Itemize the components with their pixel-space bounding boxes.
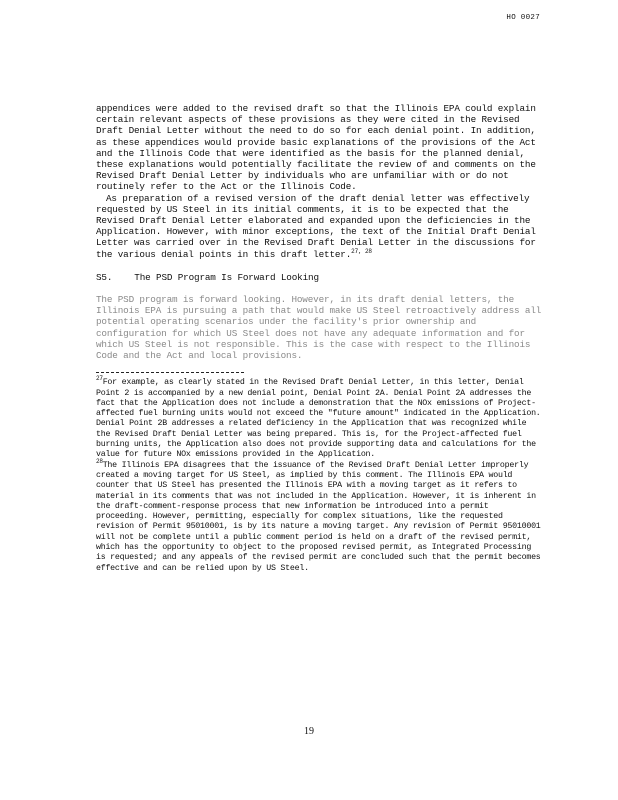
footnote-28-text: The Illinois EPA disagrees that the issuance of the Revised Draft Denial Letter improperly created a moving target for US Steel, as implied by this comment. The Illinois EPA would counter that US Steel has presented the Illinois EPA with a moving target as it refers to material in its comments that was not included in the Application. However, it is inherent in the draft-comment-response process that new information be introduced into a permit proceeding. However, permitting, especially for complex situations, like the requested revision of Permit 95010001, is by its nature a moving target. Any revision of Permit 95010001 will not be complete until a public comment period is held on a draft of the revised permit, which has the opportunity to object to the proposed revised permit, as Integrated Processing is requested; and any appeals of the revised permit are concluded such that the permit becomes effective and can be relied upon by US Steel. (96, 460, 541, 573)
footnote-28 (96, 457, 544, 574)
body-text (96, 103, 544, 574)
paragraph-appendices: appendices were added to the revised draft so that the Illinois EPA could explain certain relevant aspects of these provisions as they were cited in the Revised Draft Denial Letter without the need to do so for each denial point. In addition, as these appendices would provide basic explanations of the provisions of the Act and the Illinois Code that were identified as the basis for the planned denial, these explanations would potentially facilitate the review of and comments on the Revised Draft Denial Letter by individuals who are unfamiliar with or do not routinely refer to the Act or the Illinois Code. (96, 103, 536, 193)
footnote-27 (96, 375, 544, 460)
paragraph-forward-looking: The PSD program is forward looking. However, in its draft denial letters, the Illinois EPA is pursuing a path that would make US Steel retroactively address all potential operating scenarios under the facility's prior ownership and configuration for which US Steel does not have any adequate information and for which US Steel is not responsible. This is the case with respect to the Illinois Code and the Act and local provisions. (96, 294, 542, 362)
section-number: S5. (96, 271, 113, 283)
footnote-27-text: For example, as clearly stated in the Revised Draft Denial Letter, in this letter, Denial Point 2 is accompanied by a new denial point, Denial Point 2A. Denial Point 2A addresses the fact that the Application does not include a demonstration that the NOx emissions of Project-affected fuel burning units would not exceed the "future amount" indicated in the Application. Denial Point 2B addresses a related deficiency in the Application that was recognized while the Revised Draft Denial Letter was being prepared. This is, for the Project-affected fuel burning units, the Application also does not provide supporting data and calculations for the value for future NOx emissions provided in the Application. (96, 378, 541, 460)
section-title: The PSD Program Is Forward Looking (134, 271, 319, 283)
footnotes (96, 375, 544, 574)
footnote-28-number: 28 (96, 457, 103, 465)
paragraph-revised-draft (96, 193, 544, 260)
footnote-divider (96, 372, 244, 373)
paragraph-revised-draft-text: As preparation of a revised version of the draft denial letter was effectively requested by US Steel in its initial comments, it is to be expected that the Revised Draft Denial Letter elaborated and expanded upon the deficiencies in the Application. However, with minor exceptions, the text of the Initial Draft Denial Letter was carried over in the Revised Draft Denial Letter in the discussions for the various denial points in this draft letter. (96, 192, 536, 260)
document-code: HO 0027 (506, 14, 540, 22)
section-heading (96, 272, 544, 283)
footnote-refs: 27, 28 (351, 247, 372, 255)
page-number: 19 (304, 726, 314, 737)
footnote-27-number: 27 (96, 375, 103, 383)
